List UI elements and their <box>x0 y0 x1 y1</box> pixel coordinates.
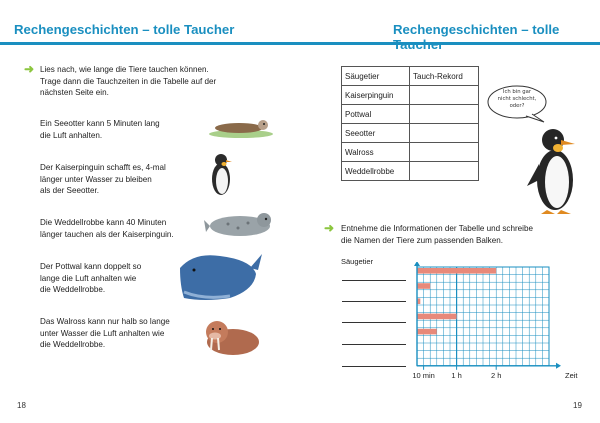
table-cell-animal: Kaiserpinguin <box>342 86 410 105</box>
table-cell-record[interactable] <box>410 143 479 162</box>
header-rule-left <box>0 42 300 45</box>
story-line: Die Weddellrobbe kann 40 Minuten <box>40 218 167 227</box>
sea-otter-icon <box>205 116 275 140</box>
page-number-left: 18 <box>17 401 26 410</box>
table-row <box>342 143 479 162</box>
story-line: länger tauchen als der Kaiserpinguin. <box>40 229 174 239</box>
speech-line: Ich bin gar <box>502 89 532 95</box>
page-title-right: Rechengeschichten – tolle <box>393 22 560 37</box>
intro-line: nächsten Seite ein. <box>40 88 109 97</box>
bar-chart <box>408 262 593 397</box>
story-weddell-seal <box>40 217 174 240</box>
task-arrow-icon: ➜ <box>324 221 335 235</box>
chart-x-axis-arrow-icon <box>556 363 561 369</box>
story-line: als der Seeotter. <box>40 186 99 195</box>
table-header-cell: Tauch-Rekord <box>410 67 479 86</box>
table-cell-record[interactable] <box>410 162 479 181</box>
story-line: Der Pottwal kann doppelt so <box>40 262 142 271</box>
answer-line[interactable] <box>342 301 406 302</box>
table-cell-record[interactable] <box>410 124 479 143</box>
task-arrow-icon: ➜ <box>24 62 35 76</box>
story-line: Das Walross kann nur halb so lange <box>40 317 170 326</box>
chart-bar <box>417 268 496 274</box>
table-header-row <box>342 67 479 86</box>
page-title-left: Rechengeschichten – tolle Taucher <box>14 22 235 37</box>
table-row <box>342 86 479 105</box>
walrus-icon <box>199 314 261 358</box>
intro-line: Lies nach, wie lange die Tiere tauchen können. <box>40 65 209 74</box>
intro-line: Trage dann die Tauchzeiten in die Tabelle auf der <box>40 76 217 86</box>
chart-tick-label: 2 h <box>490 370 502 380</box>
story-line: Ein Seeotter kann 5 Minuten lang <box>40 119 160 128</box>
story-line: die Weddellrobbe. <box>40 285 106 294</box>
right-page <box>300 0 600 423</box>
table-cell-animal: Pottwal <box>342 105 410 124</box>
answer-line[interactable] <box>342 344 406 345</box>
dive-record-table <box>341 66 479 181</box>
header-rule-right <box>300 42 600 45</box>
intro-text <box>40 64 216 99</box>
story-line: die Luft anhalten. <box>40 130 103 140</box>
story-line: lange die Luft anhalten wie <box>40 273 137 283</box>
chart-tick-label: 1 h <box>451 370 462 380</box>
story-walrus <box>40 316 170 351</box>
page-number-right: 19 <box>573 401 582 410</box>
speech-line: oder? <box>509 103 525 109</box>
emperor-penguin-icon <box>208 152 234 198</box>
chart-bar <box>417 329 437 335</box>
story-emperor-penguin <box>40 162 166 197</box>
story-line: länger unter Wasser zu bleiben <box>40 174 152 184</box>
answer-line[interactable] <box>342 366 406 367</box>
sperm-whale-icon <box>174 246 264 306</box>
task-line: Entnehme die Informationen der Tabelle und schreibe <box>341 224 533 233</box>
story-sperm-whale <box>40 261 141 296</box>
table-cell-animal: Seeotter <box>342 124 410 143</box>
story-line: die Weddellrobbe. <box>40 340 106 349</box>
speech-bubble-text <box>490 89 544 110</box>
table-row <box>342 124 479 143</box>
emperor-penguin-icon <box>525 124 585 214</box>
task-text <box>341 223 533 246</box>
chart-xlabel: Zeit <box>565 370 578 380</box>
table-header-cell: Säugetier <box>342 67 410 86</box>
speech-bubble <box>486 84 548 120</box>
story-line: unter Wasser die Luft anhalten wie <box>40 328 165 338</box>
story-sea-otter <box>40 118 160 141</box>
chart-ylabel: Säugetier <box>341 257 374 266</box>
answer-line[interactable] <box>342 322 406 323</box>
chart-y-axis-arrow-icon <box>414 262 420 266</box>
table-cell-animal: Walross <box>342 143 410 162</box>
table-cell-record[interactable] <box>410 86 479 105</box>
speech-line: nicht schlecht, <box>497 96 537 102</box>
weddell-seal-icon <box>204 208 276 238</box>
answer-line[interactable] <box>342 280 406 281</box>
chart-bar <box>417 314 457 320</box>
chart-bar <box>417 283 430 289</box>
chart-tick-label: 10 min <box>412 370 435 380</box>
table-cell-animal: Weddellrobbe <box>342 162 410 181</box>
task-line: die Namen der Tiere zum passenden Balken. <box>341 235 503 245</box>
table-row <box>342 162 479 181</box>
table-row <box>342 105 479 124</box>
table-cell-record[interactable] <box>410 105 479 124</box>
story-line: Der Kaiserpinguin schafft es, 4-mal <box>40 163 166 172</box>
